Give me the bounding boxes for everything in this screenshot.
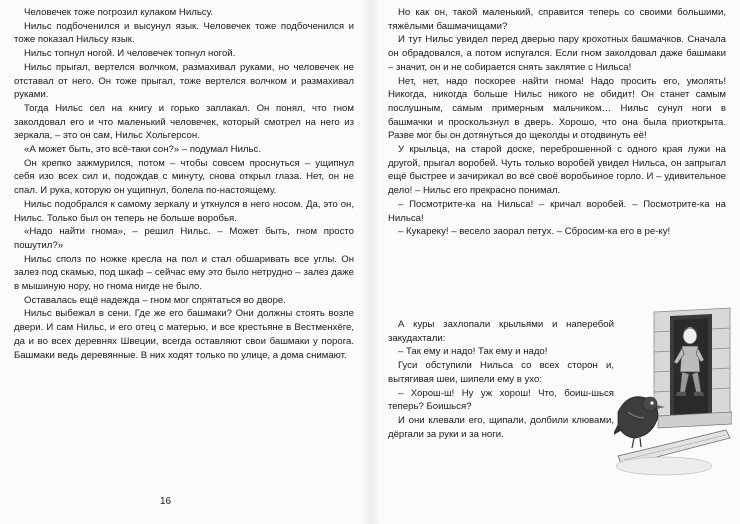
paragraph: «А может быть, это всё-таки сон?» – подумал Нильс.	[24, 144, 261, 156]
paragraph: Человечек тоже погрозил кулаком Нильсу.	[24, 7, 214, 18]
paragraph: И они клевали его, щипали, долбили клювами, дёргали за руки и за ноги.	[388, 414, 614, 440]
paragraph: Но как он, такой маленький, справится теперь со своими большими, тяжёлыми башмачищами?	[388, 7, 726, 32]
right-page-text	[388, 6, 726, 239]
book-gutter	[362, 0, 380, 524]
illustration-nils-and-sparrow	[614, 306, 732, 478]
paragraph: У крыльца, на старой доске, переброшенной с одного края лужи на другой, прыгал воробей. Чуть только воробей увидел Нильса, он запрыгал ещё быстрее и зачирикал во всё своё воробьиное горло. И – удивительное дело! – Нильс его прекрасно понимал.	[388, 144, 726, 197]
paragraph: – Так ему и надо! Так ему и надо!	[398, 346, 548, 358]
paragraph: Нильс подбоченился и высунул язык. Человечек тоже подбоченился и тоже показал Нильсу язык.	[14, 20, 354, 46]
paragraph: – Хорош-ш! Ну уж хорош! Что, боиш-шься теперь? Боишься?	[388, 387, 614, 413]
paragraph: Нет, нет, надо поскорее найти гнома! Надо просить его, умолять! Никогда, никогда больше Нильс никого не обидит! Он станет самым послушным, самым примерным мальчиком… Нильс сунул ноги в башмачки и проскользнул в дверь. Хорошо, что она была приоткрыта. Разве мог бы он дотянуться до щеколды и отодвинуть её!	[388, 75, 726, 142]
paragraph: Нильс подобрался к самому зеркалу и уткнулся в него носом. Да, это он, Нильс. Только был он теперь не больше воробья.	[14, 198, 354, 224]
left-page-text	[14, 6, 354, 362]
paragraph: Нильс прыгал, вертелся волчком, размахивал руками, но человечек не отставал от него. Он тоже прыгал, тоже вертелся волчком и размахивал руками.	[14, 61, 354, 101]
paragraph: А куры захлопали крыльями и наперебой закудахтали:	[388, 319, 614, 344]
paragraph: – Кукареку! – весело заорал петух. – Сбросим-ка его в ре-ку!	[398, 226, 671, 238]
paragraph: Оставалась ещё надежда – гном мог спрятаться во дворе.	[24, 294, 286, 306]
paragraph: Нильс выбежал в сени. Где же его башмаки? Они должны стоять возле двери. И сам Нильс, и его отец с матерью, и все крестьяне в Вестменхёге, да и во всех деревнях Швеции, всегда оставляют свои башмаки у порога. Башмаки ведь деревянные. В них ходят только по улице, а дома снимают.	[14, 308, 354, 361]
paragraph: – Посмотрите-ка на Нильса! – кричал воробей. – Посмотрите-ка на Нильса!	[388, 198, 726, 224]
paragraph: Нильс сполз по ножке кресла на пол и стал обшаривать все углы. Он залез под скамью, под шкаф – сейчас ему это было нетрудно – залез даже в мышиную нору, но гнома нигде не было.	[14, 253, 354, 293]
paragraph: Нильс топнул ногой. И человечек топнул ногой.	[24, 48, 236, 60]
paragraph: Тогда Нильс сел на книгу и горько заплакал. Он понял, что гном заколдовал его и что маленький человечек, который смотрел на него из зеркала, – это он сам, Нильс Хольгерсон.	[14, 102, 354, 142]
paragraph: Гуси обступили Нильса со всех сторон и, вытягивая шеи, шипели ему в ухо:	[388, 360, 614, 385]
paragraph: И тут Нильс увидел перед дверью пару крохотных башмачков. Сначала он обрадовался, а потом испугался. Если гном заколдовал даже башмаки – значит, он и не собирается снять заклятие с Нильса!	[388, 34, 726, 73]
paragraph: «Надо найти гнома», – решил Нильс. – Может быть, гном просто пошутил?»	[14, 226, 354, 251]
page-number: 16	[160, 496, 172, 507]
paragraph: Он крепко зажмурился, потом – чтобы совсем проснуться – ущипнул себя изо всех сил и, подождав с минуту, снова открыл глаза. Нет, он не спал. И рука, которую он ущипнул, болела по-настоящему.	[14, 157, 354, 197]
right-page-text-narrow	[388, 318, 614, 441]
